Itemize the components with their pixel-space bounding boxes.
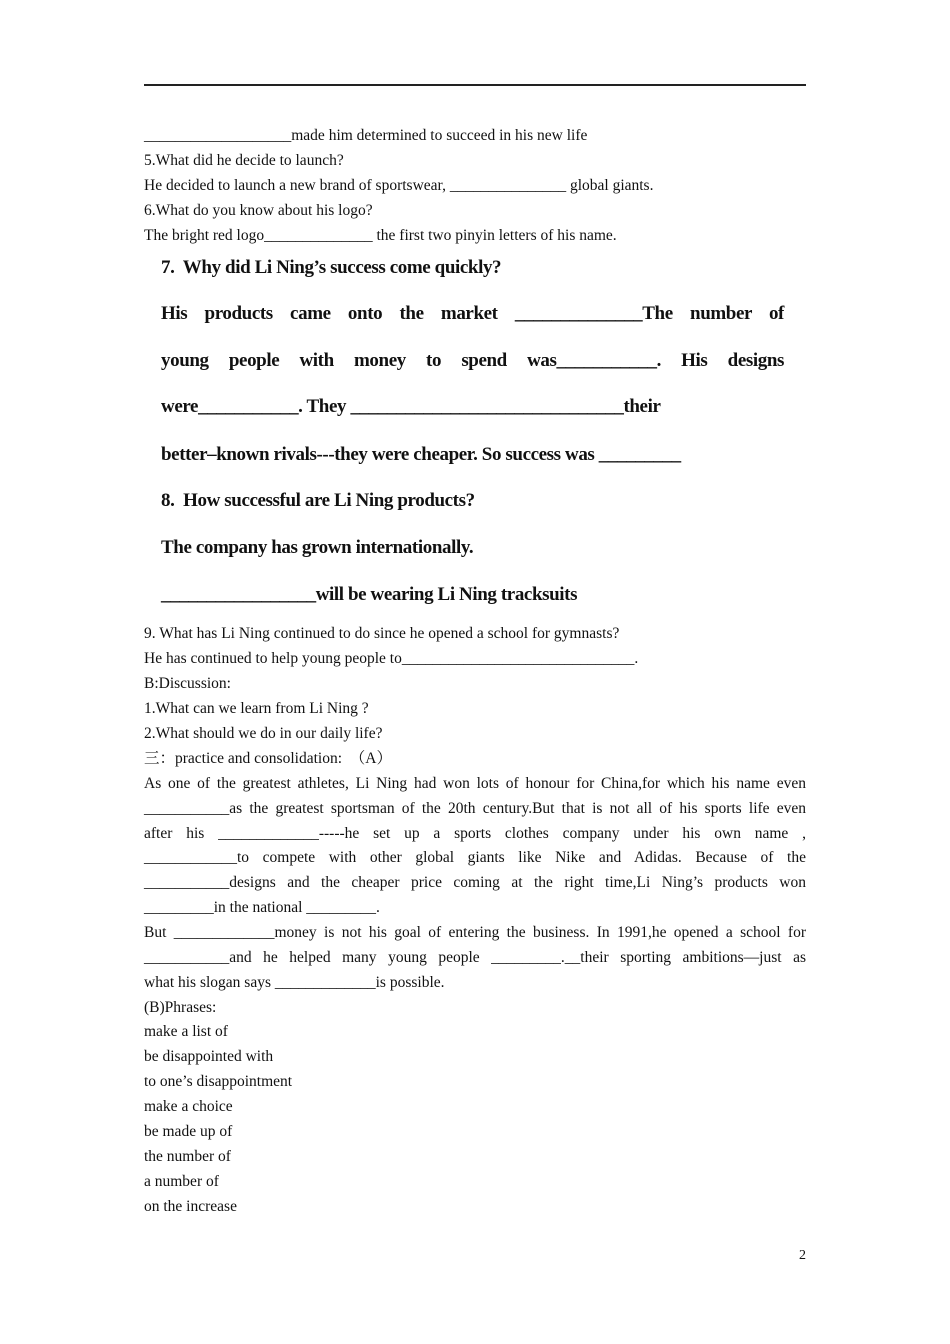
bold-line: young people with money to spend was___________. His designs <box>161 350 784 371</box>
phrase-item: on the increase <box>144 1198 237 1215</box>
phrase-item: make a choice <box>144 1098 233 1115</box>
discussion-item: 2.What should we do in our daily life? <box>144 725 383 742</box>
bold-line: _________________will be wearing Li Ning tracksuits <box>161 584 578 605</box>
section-heading: (B)Phrases: <box>144 999 217 1016</box>
question-6: 6.What do you know about his logo? <box>144 202 373 219</box>
phrase-item: be disappointed with <box>144 1048 274 1065</box>
passage-line: As one of the greatest athletes, Li Ning had won lots of honour for China,for which his name even <box>144 775 806 792</box>
text-line: He decided to launch a new brand of sportswear, _______________ global giants. <box>144 177 654 194</box>
phrase-item: make a list of <box>144 1023 228 1040</box>
passage-line: _________in the national _________. <box>144 899 380 916</box>
passage-line: But _____________money is not his goal of entering the business. In 1991,he opened a school for <box>144 924 806 941</box>
bold-line: were___________. They ______________________________their <box>161 396 661 417</box>
question-8: 8. How successful are Li Ning products? <box>161 490 475 511</box>
passage-line: ___________as the greatest sportsman of the 20th century.But that is not all of his sports life even <box>144 800 806 817</box>
text-line: The bright red logo______________ the first two pinyin letters of his name. <box>144 227 617 244</box>
bold-line: better–known rivals---they were cheaper. So success was _________ <box>161 444 681 465</box>
phrase-item: a number of <box>144 1173 219 1190</box>
phrase-item: to one’s disappointment <box>144 1073 293 1090</box>
phrase-item: the number of <box>144 1148 231 1165</box>
bold-line: His products came onto the market ______________The number of <box>161 303 784 324</box>
passage-line: ___________and he helped many young people _________.__their sporting ambitions—just as <box>144 949 806 966</box>
passage-line: what his slogan says _____________is possible. <box>144 974 445 991</box>
text-line: He has continued to help young people to______________________________. <box>144 650 639 667</box>
page-number: 2 <box>799 1248 806 1263</box>
question-7: 7. Why did Li Ning’s success come quickly? <box>161 257 502 278</box>
section-heading: B:Discussion: <box>144 675 231 692</box>
section-heading: 三：practice and consolidation: （A） <box>144 750 392 767</box>
bold-line: The company has grown internationally. <box>161 537 474 558</box>
question-5: 5.What did he decide to launch? <box>144 152 344 169</box>
phrase-item: be made up of <box>144 1123 233 1140</box>
discussion-item: 1.What can we learn from Li Ning ? <box>144 700 369 717</box>
passage-line: ___________designs and the cheaper price coming at the right time,Li Ning’s products won <box>144 874 806 891</box>
text-line: ___________________made him determined to succeed in his new life <box>144 127 588 144</box>
question-9: 9. What has Li Ning continued to do since he opened a school for gymnasts? <box>144 625 620 642</box>
passage-line: after his _____________-----he set up a sports clothes company under his own name , <box>144 825 806 842</box>
passage-line: ____________to compete with other global giants like Nike and Adidas. Because of the <box>144 849 806 866</box>
header-rule <box>144 84 806 86</box>
